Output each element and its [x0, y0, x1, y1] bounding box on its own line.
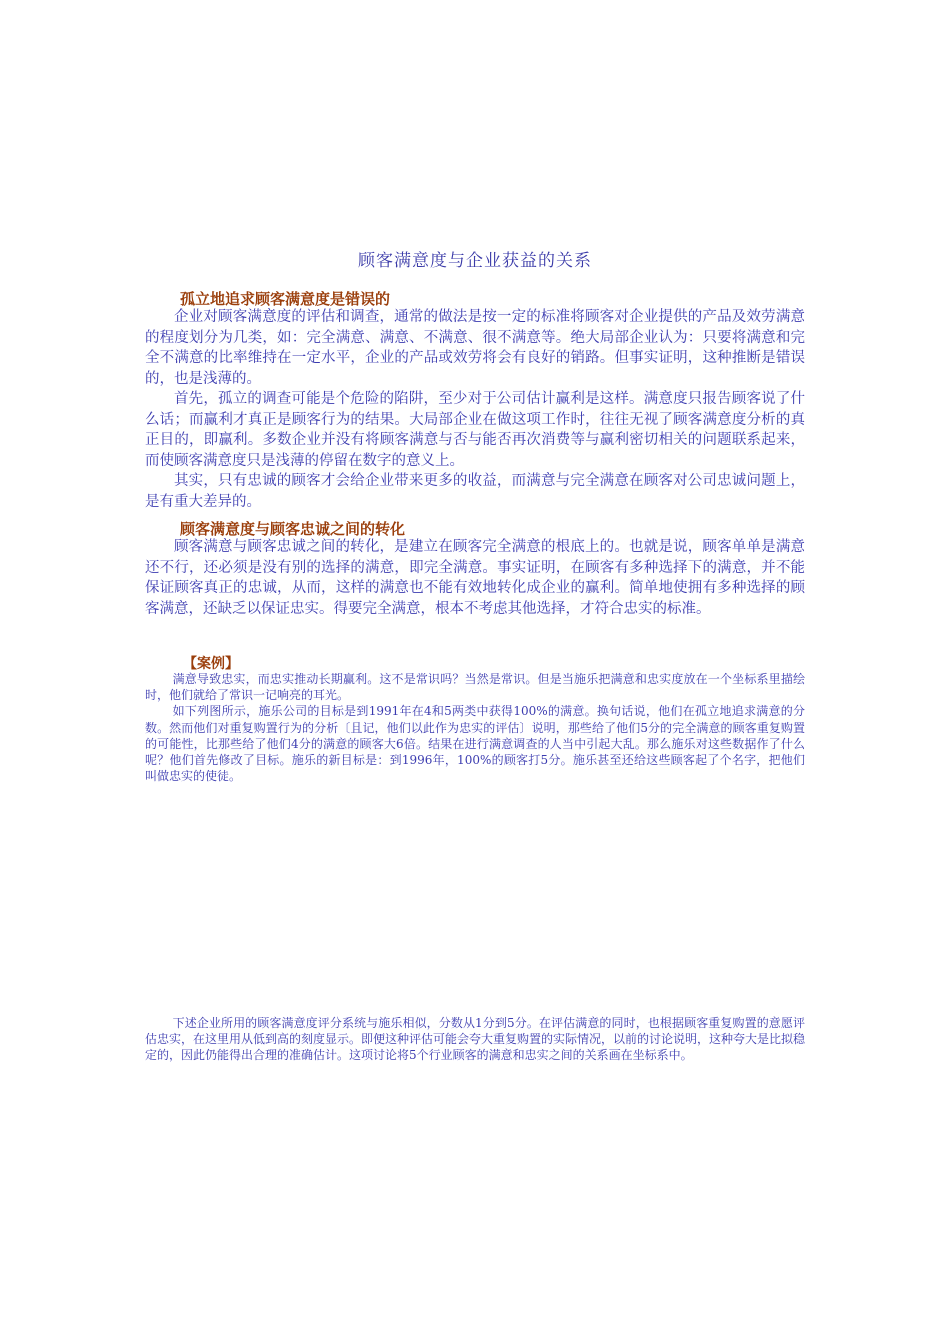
paragraph: 首先，孤立的调查可能是个危险的陷阱，至少对于公司估计赢利是这样。满意度只报告顾客说了什么话；而赢利才真正是顾客行为的结果。大局部企业在做这项工作时，往往无视了顾客满意度分析的真正目的，即赢利。多数企业并没有将顾客满意与否与能否再次消费等与赢利密切相关的问题联系起来，而使顾客满意度只是浅薄的停留在数字的意义上。 [145, 391, 805, 469]
page-title: 顾客满意度与企业获益的关系 [358, 251, 592, 271]
section-body-2 [145, 537, 805, 619]
case-label: 【案例】 [183, 656, 239, 672]
paragraph: 如下列图所示，施乐公司的目标是到1991年在4和5两类中获得100%的满意。换句话说，他们在孤立地追求满意的分数。然而他们对重复购置行为的分析〔且记，他们以此作为忠实的评估〕说明，那些给了他们5分的完全满意的顾客重复购置的可能性，比那些给了他们4分的满意的顾客大6倍。结果在进行满意调查的人当中引起大乱。那么施乐对这些数据作了什么呢？他们首先修改了目标。施乐的新目标是：到1996年，100%的顾客打5分。施乐甚至还给这些顾客起了个名字，把他们叫做忠实的使徒。 [145, 704, 805, 784]
section-heading-1: 孤立地追求顾客满意度是错误的 [180, 290, 391, 308]
paragraph: 顾客满意与顾客忠诚之间的转化，是建立在顾客完全满意的根底上的。也就是说，顾客单单是满意还不行，还必须是没有别的选择的满意，即完全满意。事实证明，在顾客有多种选择下的满意，并不能保证顾客真正的忠诚，从而，这样的满意也不能有效地转化成企业的赢利。简单地使拥有多种选择的顾客满意，还缺乏以保证忠实。得要完全满意，根本不考虑其他选择，才符合忠实的标准。 [145, 539, 805, 617]
paragraph: 企业对顾客满意度的评估和调查，通常的做法是按一定的标准将顾客对企业提供的产品及效劳满意的程度划分为几类，如：完全满意、满意、不满意、很不满意等。绝大局部企业认为：只要将满意和完全不满意的比率维持在一定水平，企业的产品或效劳将会有良好的销路。但事实证明，这种推断是错误的，也是浅薄的。 [145, 309, 805, 387]
closing-body [145, 1015, 805, 1064]
paragraph: 下述企业所用的顾客满意度评分系统与施乐相似，分数从1分到5分。在评估满意的同时，也根据顾客重复购置的意愿评估忠实，在这里用从低到高的刻度显示。即便这种评估可能会夸大重复购置的实际情况，以前的讨论说明，这种夸大是比拟稳定的，因此仍能得出合理的准确估计。这项讨论将5个行业顾客的满意和忠实之间的关系画在坐标系中。 [145, 1016, 806, 1063]
case-body [145, 671, 805, 784]
section-body-1 [145, 307, 805, 512]
paragraph: 其实，只有忠诚的顾客才会给企业带来更多的收益，而满意与完全满意在顾客对公司忠诚问题上，是有重大差异的。 [145, 473, 805, 510]
section-heading-2: 顾客满意度与顾客忠诚之间的转化 [180, 520, 406, 538]
paragraph: 满意导致忠实，而忠实推动长期赢利。这不是常识吗？当然是常识。但是当施乐把满意和忠实度放在一个坐标系里描绘时，他们就给了常识一记响亮的耳光。 [145, 672, 805, 703]
